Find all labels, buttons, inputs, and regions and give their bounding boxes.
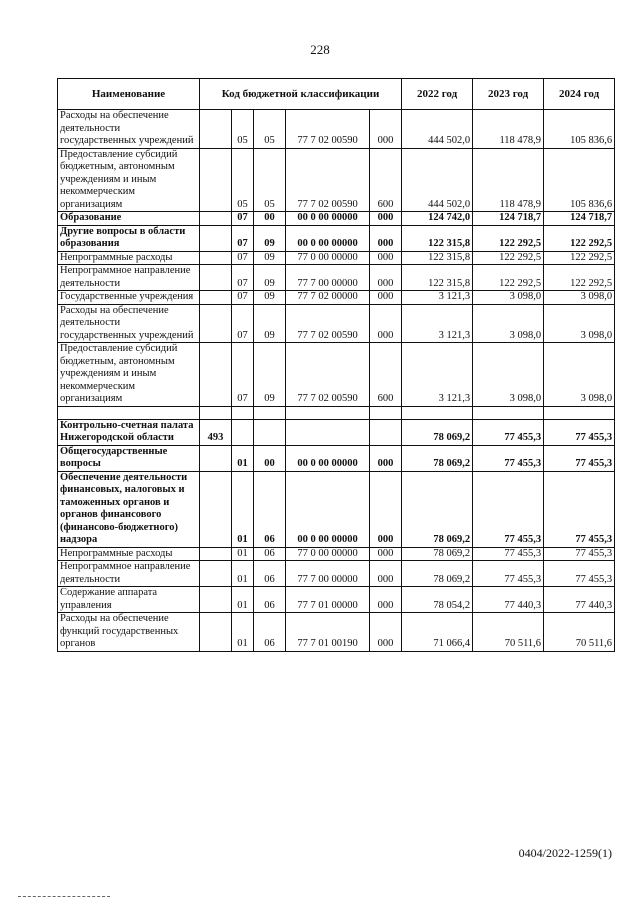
cell-expense-type: 000 xyxy=(370,110,402,149)
cell-expense-type xyxy=(370,406,402,419)
cell-target-article: 77 0 00 00000 xyxy=(286,251,370,265)
cell-expense-type: 000 xyxy=(370,291,402,305)
cell-subsection: 00 xyxy=(254,445,286,471)
cell-2024: 3 098,0 xyxy=(544,343,615,407)
cell-grbs xyxy=(200,212,232,226)
cell-grbs xyxy=(200,613,232,652)
cell-section: 07 xyxy=(232,225,254,251)
table-row xyxy=(58,419,615,445)
table-row xyxy=(58,561,615,587)
cell-2022: 3 121,3 xyxy=(402,343,473,407)
cell-subsection: 09 xyxy=(254,225,286,251)
cell-expense-type: 000 xyxy=(370,265,402,291)
cell-2022: 122 315,8 xyxy=(402,265,473,291)
cell-expense-type: 000 xyxy=(370,445,402,471)
cell-2023: 77 440,3 xyxy=(473,587,544,613)
cell-target-article: 00 0 00 00000 xyxy=(286,445,370,471)
cell-2023: 122 292,5 xyxy=(473,251,544,265)
cell-subsection: 09 xyxy=(254,251,286,265)
cell-expense-type: 000 xyxy=(370,587,402,613)
cell-2023: 77 455,3 xyxy=(473,547,544,561)
cell-subsection: 00 xyxy=(254,212,286,226)
cell-grbs xyxy=(200,471,232,547)
cell-name: Непрограммные расходы xyxy=(58,547,200,561)
cell-target-article: 77 7 02 00590 xyxy=(286,148,370,212)
cell-subsection: 06 xyxy=(254,471,286,547)
cell-grbs xyxy=(200,343,232,407)
table-row xyxy=(58,304,615,343)
cell-grbs xyxy=(200,561,232,587)
cell-2022: 78 054,2 xyxy=(402,587,473,613)
table-row xyxy=(58,148,615,212)
cell-subsection: 09 xyxy=(254,265,286,291)
cell-section: 01 xyxy=(232,561,254,587)
table-row xyxy=(58,291,615,305)
cell-2024: 77 455,3 xyxy=(544,471,615,547)
table-row xyxy=(58,265,615,291)
cell-target-article: 00 0 00 00000 xyxy=(286,212,370,226)
header-2022: 2022 год xyxy=(402,79,473,110)
cell-subsection: 05 xyxy=(254,148,286,212)
cell-section: 01 xyxy=(232,587,254,613)
cell-expense-type: 000 xyxy=(370,471,402,547)
cell-2023: 118 478,9 xyxy=(473,148,544,212)
cell-section: 01 xyxy=(232,471,254,547)
cell-subsection: 06 xyxy=(254,547,286,561)
cell-2024: 77 455,3 xyxy=(544,561,615,587)
cell-subsection: 09 xyxy=(254,343,286,407)
cell-grbs: 493 xyxy=(200,419,232,445)
cell-expense-type: 000 xyxy=(370,547,402,561)
table-row xyxy=(58,343,615,407)
cell-target-article xyxy=(286,419,370,445)
cell-section: 01 xyxy=(232,445,254,471)
cell-section xyxy=(232,406,254,419)
cell-expense-type: 600 xyxy=(370,343,402,407)
cell-2024: 70 511,6 xyxy=(544,613,615,652)
cell-2022: 122 315,8 xyxy=(402,251,473,265)
cell-section: 07 xyxy=(232,251,254,265)
cell-subsection: 06 xyxy=(254,613,286,652)
cell-grbs xyxy=(200,547,232,561)
cell-2022: 78 069,2 xyxy=(402,547,473,561)
cell-name: Государственные учреждения xyxy=(58,291,200,305)
table-row xyxy=(58,547,615,561)
cell-expense-type: 000 xyxy=(370,225,402,251)
cell-2023: 3 098,0 xyxy=(473,343,544,407)
cell-target-article: 00 0 00 00000 xyxy=(286,471,370,547)
cell-expense-type: 000 xyxy=(370,561,402,587)
cell-2022: 444 502,0 xyxy=(402,110,473,149)
cell-section: 07 xyxy=(232,265,254,291)
cell-2024: 77 455,3 xyxy=(544,445,615,471)
budget-table xyxy=(57,78,615,652)
cell-section: 01 xyxy=(232,613,254,652)
cell-section: 07 xyxy=(232,304,254,343)
cell-name: Непрограммное направление деятельности xyxy=(58,561,200,587)
cell-expense-type: 000 xyxy=(370,251,402,265)
cell-grbs xyxy=(200,225,232,251)
cell-subsection: 05 xyxy=(254,110,286,149)
cell-subsection: 06 xyxy=(254,561,286,587)
table-row xyxy=(58,471,615,547)
cell-2022: 78 069,2 xyxy=(402,445,473,471)
cell-section: 05 xyxy=(232,110,254,149)
cell-2022: 78 069,2 xyxy=(402,561,473,587)
cell-2022: 71 066,4 xyxy=(402,613,473,652)
cell-name: Непрограммное направление деятельности xyxy=(58,265,200,291)
cell-2024: 77 455,3 xyxy=(544,547,615,561)
spacer-row xyxy=(58,406,615,419)
cell-name: Расходы на обеспечение деятельности государственных учреждений xyxy=(58,110,200,149)
document-code: 0404/2022-1259(1) xyxy=(518,846,612,860)
cell-2023: 77 455,3 xyxy=(473,419,544,445)
footer-divider xyxy=(18,896,110,897)
cell-name xyxy=(58,406,200,419)
cell-subsection xyxy=(254,406,286,419)
cell-2023: 77 455,3 xyxy=(473,471,544,547)
cell-grbs xyxy=(200,110,232,149)
cell-name: Контрольно-счетная палата Нижегородской области xyxy=(58,419,200,445)
header-name: Наименование xyxy=(58,79,200,110)
cell-grbs xyxy=(200,587,232,613)
cell-expense-type: 000 xyxy=(370,304,402,343)
table-row xyxy=(58,225,615,251)
cell-name: Непрограммные расходы xyxy=(58,251,200,265)
cell-expense-type: 000 xyxy=(370,212,402,226)
cell-2023: 124 718,7 xyxy=(473,212,544,226)
cell-2023: 118 478,9 xyxy=(473,110,544,149)
page-number: 228 xyxy=(310,42,330,57)
cell-section xyxy=(232,419,254,445)
cell-2024: 124 718,7 xyxy=(544,212,615,226)
cell-expense-type xyxy=(370,419,402,445)
cell-2024: 122 292,5 xyxy=(544,225,615,251)
cell-2023 xyxy=(473,406,544,419)
cell-2022: 78 069,2 xyxy=(402,471,473,547)
header-2023: 2023 год xyxy=(473,79,544,110)
cell-target-article: 77 7 00 00000 xyxy=(286,561,370,587)
cell-expense-type: 600 xyxy=(370,148,402,212)
cell-target-article: 77 7 02 00590 xyxy=(286,343,370,407)
cell-target-article: 00 0 00 00000 xyxy=(286,225,370,251)
cell-subsection: 06 xyxy=(254,587,286,613)
cell-2024: 105 836,6 xyxy=(544,110,615,149)
cell-subsection: 09 xyxy=(254,304,286,343)
cell-target-article: 77 7 01 00190 xyxy=(286,613,370,652)
cell-2024: 3 098,0 xyxy=(544,291,615,305)
cell-name: Расходы на обеспечение функций государственных органов xyxy=(58,613,200,652)
cell-2023: 122 292,5 xyxy=(473,225,544,251)
cell-grbs xyxy=(200,445,232,471)
cell-target-article: 77 7 00 00000 xyxy=(286,265,370,291)
cell-2023: 3 098,0 xyxy=(473,291,544,305)
table-row xyxy=(58,110,615,149)
cell-2022: 3 121,3 xyxy=(402,291,473,305)
cell-subsection: 09 xyxy=(254,291,286,305)
cell-2022: 122 315,8 xyxy=(402,225,473,251)
table-row xyxy=(58,445,615,471)
cell-2024: 122 292,5 xyxy=(544,251,615,265)
cell-section: 07 xyxy=(232,212,254,226)
cell-2024: 77 440,3 xyxy=(544,587,615,613)
cell-target-article xyxy=(286,406,370,419)
cell-target-article: 77 0 00 00000 xyxy=(286,547,370,561)
cell-2022: 124 742,0 xyxy=(402,212,473,226)
cell-2024: 105 836,6 xyxy=(544,148,615,212)
cell-target-article: 77 7 02 00590 xyxy=(286,110,370,149)
cell-2022 xyxy=(402,406,473,419)
cell-name: Образование xyxy=(58,212,200,226)
cell-grbs xyxy=(200,304,232,343)
cell-2022: 444 502,0 xyxy=(402,148,473,212)
cell-section: 01 xyxy=(232,547,254,561)
cell-2024: 122 292,5 xyxy=(544,265,615,291)
table-row xyxy=(58,251,615,265)
header-2024: 2024 год xyxy=(544,79,615,110)
table-row xyxy=(58,212,615,226)
cell-target-article: 77 7 01 00000 xyxy=(286,587,370,613)
cell-subsection xyxy=(254,419,286,445)
cell-2022: 3 121,3 xyxy=(402,304,473,343)
cell-2023: 122 292,5 xyxy=(473,265,544,291)
cell-name: Содержание аппарата управления xyxy=(58,587,200,613)
cell-2024: 77 455,3 xyxy=(544,419,615,445)
table-row xyxy=(58,613,615,652)
table-body xyxy=(58,110,615,652)
cell-grbs xyxy=(200,291,232,305)
cell-name: Общегосударственные вопросы xyxy=(58,445,200,471)
cell-name: Обеспечение деятельности финансовых, налоговых и таможенных органов и органов финансового (финансово-бюджетного) надзора xyxy=(58,471,200,547)
cell-section: 05 xyxy=(232,148,254,212)
cell-2023: 3 098,0 xyxy=(473,304,544,343)
cell-grbs xyxy=(200,265,232,291)
cell-section: 07 xyxy=(232,291,254,305)
table-row xyxy=(58,587,615,613)
cell-2024 xyxy=(544,406,615,419)
cell-2023: 70 511,6 xyxy=(473,613,544,652)
cell-name: Предоставление субсидий бюджетным, автономным учреждениям и иным некоммерческим организациям xyxy=(58,343,200,407)
cell-name: Предоставление субсидий бюджетным, автономным учреждениям и иным некоммерческим организациям xyxy=(58,148,200,212)
cell-section: 07 xyxy=(232,343,254,407)
cell-grbs xyxy=(200,406,232,419)
table-header-row xyxy=(58,79,615,110)
cell-grbs xyxy=(200,148,232,212)
cell-expense-type: 000 xyxy=(370,613,402,652)
cell-name: Другие вопросы в области образования xyxy=(58,225,200,251)
cell-2023: 77 455,3 xyxy=(473,561,544,587)
cell-2024: 3 098,0 xyxy=(544,304,615,343)
cell-grbs xyxy=(200,251,232,265)
header-code: Код бюджетной классификации xyxy=(200,79,402,110)
cell-2023: 77 455,3 xyxy=(473,445,544,471)
cell-name: Расходы на обеспечение деятельности государственных учреждений xyxy=(58,304,200,343)
cell-target-article: 77 7 02 00590 xyxy=(286,304,370,343)
cell-target-article: 77 7 02 00000 xyxy=(286,291,370,305)
cell-2022: 78 069,2 xyxy=(402,419,473,445)
